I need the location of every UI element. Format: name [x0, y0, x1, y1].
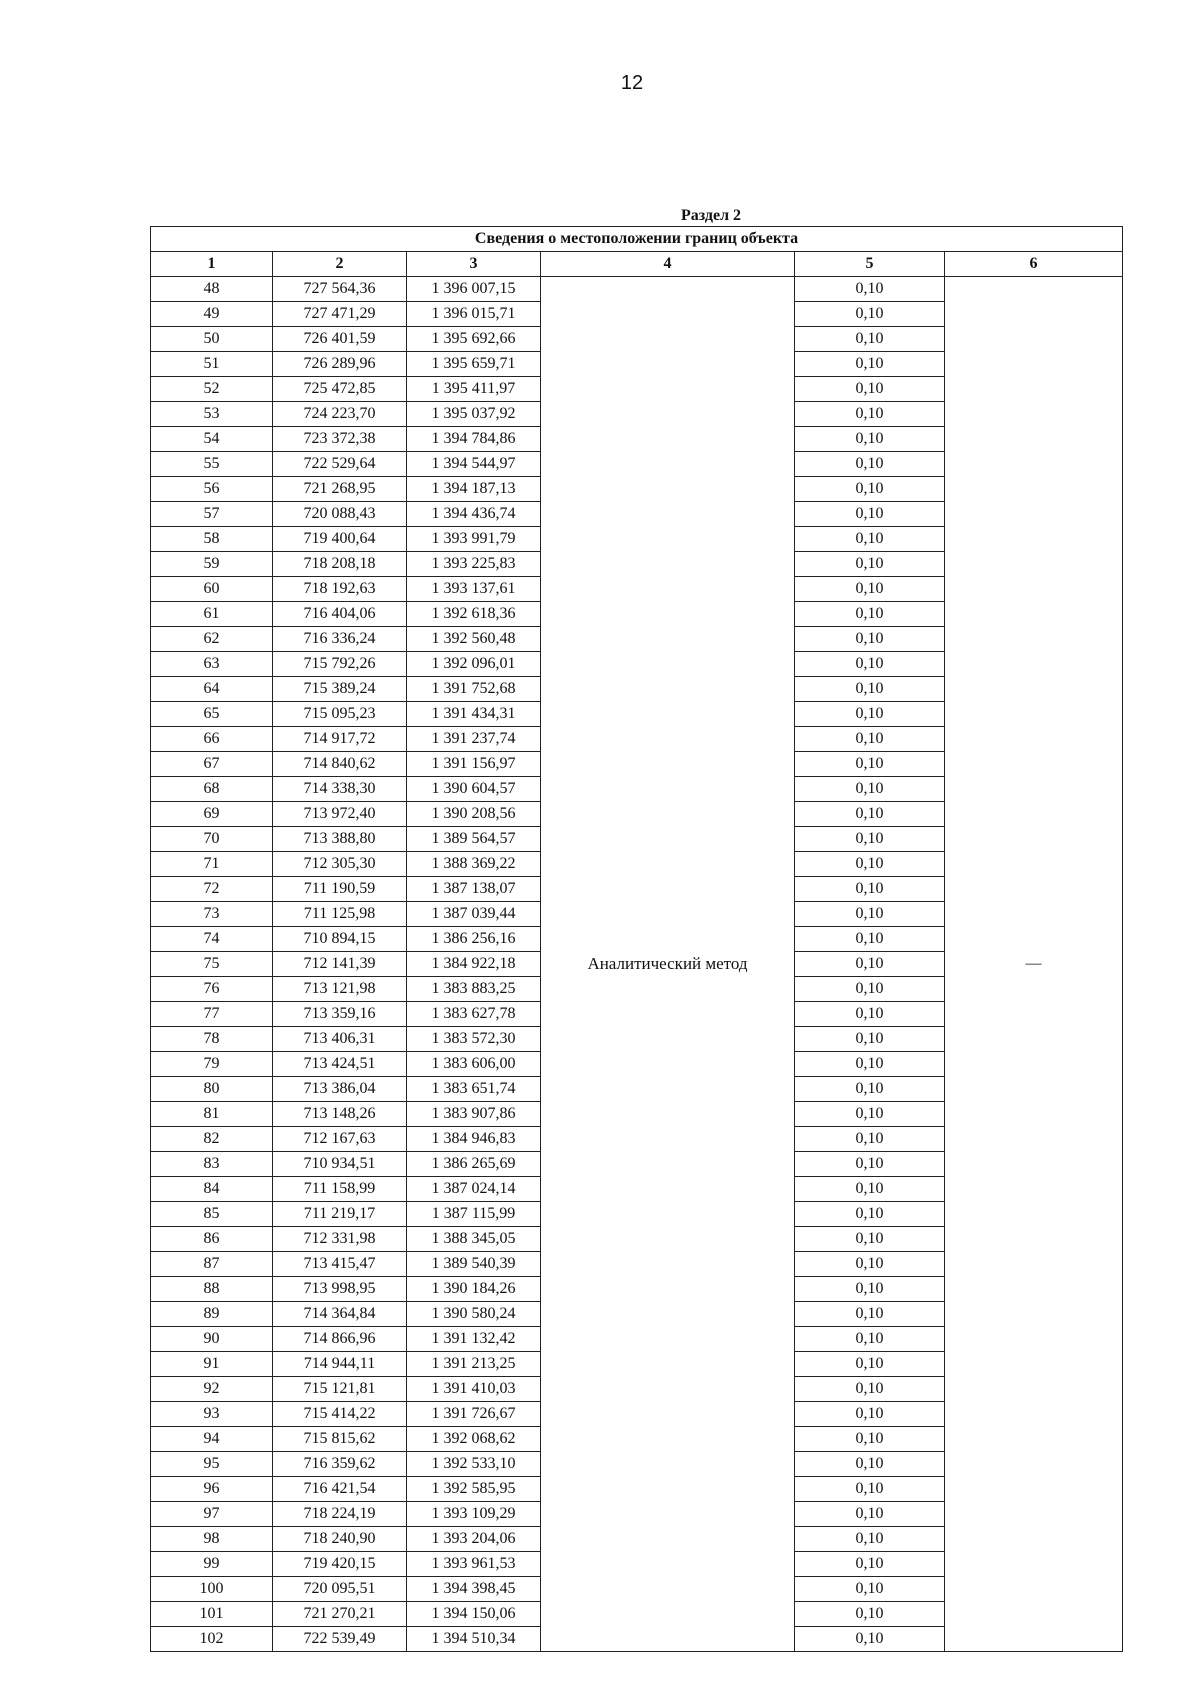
point-number-cell: 72: [151, 877, 273, 902]
x-coordinate-cell: 714 338,30: [273, 777, 407, 802]
x-coordinate-cell: 722 539,49: [273, 1627, 407, 1652]
x-coordinate-cell: 714 944,11: [273, 1352, 407, 1377]
point-number-cell: 68: [151, 777, 273, 802]
y-coordinate-cell: 1 395 411,97: [407, 377, 541, 402]
table-body: [151, 277, 1123, 1652]
y-coordinate-cell: 1 394 398,45: [407, 1577, 541, 1602]
point-number-cell: 95: [151, 1452, 273, 1477]
y-coordinate-cell: 1 395 659,71: [407, 352, 541, 377]
accuracy-cell: 0,10: [795, 1602, 945, 1627]
x-coordinate-cell: 716 421,54: [273, 1477, 407, 1502]
column6-cell: —: [945, 277, 1123, 1652]
x-coordinate-cell: 711 158,99: [273, 1177, 407, 1202]
x-coordinate-cell: 720 095,51: [273, 1577, 407, 1602]
table-caption: Сведения о местоположении границ объекта: [151, 227, 1123, 252]
x-coordinate-cell: 722 529,64: [273, 452, 407, 477]
accuracy-cell: 0,10: [795, 1627, 945, 1652]
y-coordinate-cell: 1 387 115,99: [407, 1202, 541, 1227]
x-coordinate-cell: 713 148,26: [273, 1102, 407, 1127]
page-number: 12: [620, 72, 644, 94]
y-coordinate-cell: 1 390 604,57: [407, 777, 541, 802]
point-number-cell: 48: [151, 277, 273, 302]
x-coordinate-cell: 719 420,15: [273, 1552, 407, 1577]
x-coordinate-cell: 713 406,31: [273, 1027, 407, 1052]
accuracy-cell: 0,10: [795, 1527, 945, 1552]
point-number-cell: 71: [151, 852, 273, 877]
y-coordinate-cell: 1 392 068,62: [407, 1427, 541, 1452]
point-number-cell: 65: [151, 702, 273, 727]
x-coordinate-cell: 720 088,43: [273, 502, 407, 527]
point-number-cell: 78: [151, 1027, 273, 1052]
y-coordinate-cell: 1 391 132,42: [407, 1327, 541, 1352]
y-coordinate-cell: 1 392 533,10: [407, 1452, 541, 1477]
y-coordinate-cell: 1 392 096,01: [407, 652, 541, 677]
point-number-cell: 90: [151, 1327, 273, 1352]
accuracy-cell: 0,10: [795, 627, 945, 652]
accuracy-cell: 0,10: [795, 777, 945, 802]
accuracy-cell: 0,10: [795, 477, 945, 502]
x-coordinate-cell: 718 208,18: [273, 552, 407, 577]
y-coordinate-cell: 1 383 883,25: [407, 977, 541, 1002]
accuracy-cell: 0,10: [795, 427, 945, 452]
point-number-cell: 94: [151, 1427, 273, 1452]
accuracy-cell: 0,10: [795, 902, 945, 927]
y-coordinate-cell: 1 383 907,86: [407, 1102, 541, 1127]
accuracy-cell: 0,10: [795, 1002, 945, 1027]
point-number-cell: 53: [151, 402, 273, 427]
accuracy-cell: 0,10: [795, 652, 945, 677]
y-coordinate-cell: 1 391 434,31: [407, 702, 541, 727]
point-number-cell: 66: [151, 727, 273, 752]
y-coordinate-cell: 1 392 585,95: [407, 1477, 541, 1502]
point-number-cell: 98: [151, 1527, 273, 1552]
x-coordinate-cell: 711 125,98: [273, 902, 407, 927]
accuracy-cell: 0,10: [795, 327, 945, 352]
point-number-cell: 81: [151, 1102, 273, 1127]
y-coordinate-cell: 1 393 225,83: [407, 552, 541, 577]
y-coordinate-cell: 1 386 256,16: [407, 927, 541, 952]
accuracy-cell: 0,10: [795, 877, 945, 902]
x-coordinate-cell: 710 934,51: [273, 1152, 407, 1177]
x-coordinate-cell: 724 223,70: [273, 402, 407, 427]
point-number-cell: 97: [151, 1502, 273, 1527]
point-number-cell: 91: [151, 1352, 273, 1377]
point-number-cell: 100: [151, 1577, 273, 1602]
point-number-cell: 52: [151, 377, 273, 402]
y-coordinate-cell: 1 395 037,92: [407, 402, 541, 427]
x-coordinate-cell: 714 364,84: [273, 1302, 407, 1327]
y-coordinate-cell: 1 390 208,56: [407, 802, 541, 827]
y-coordinate-cell: 1 392 618,36: [407, 602, 541, 627]
column-header-4: 4: [541, 252, 795, 277]
accuracy-cell: 0,10: [795, 452, 945, 477]
x-coordinate-cell: 719 400,64: [273, 527, 407, 552]
point-number-cell: 69: [151, 802, 273, 827]
column-header-5: 5: [795, 252, 945, 277]
accuracy-cell: 0,10: [795, 802, 945, 827]
y-coordinate-cell: 1 387 024,14: [407, 1177, 541, 1202]
y-coordinate-cell: 1 394 544,97: [407, 452, 541, 477]
accuracy-cell: 0,10: [795, 1502, 945, 1527]
y-coordinate-cell: 1 391 156,97: [407, 752, 541, 777]
y-coordinate-cell: 1 389 564,57: [407, 827, 541, 852]
accuracy-cell: 0,10: [795, 1352, 945, 1377]
column-header-3: 3: [407, 252, 541, 277]
x-coordinate-cell: 712 141,39: [273, 952, 407, 977]
accuracy-cell: 0,10: [795, 377, 945, 402]
point-number-cell: 85: [151, 1202, 273, 1227]
point-number-cell: 101: [151, 1602, 273, 1627]
point-number-cell: 80: [151, 1077, 273, 1102]
accuracy-cell: 0,10: [795, 952, 945, 977]
point-number-cell: 67: [151, 752, 273, 777]
y-coordinate-cell: 1 383 572,30: [407, 1027, 541, 1052]
accuracy-cell: 0,10: [795, 352, 945, 377]
accuracy-cell: 0,10: [795, 1327, 945, 1352]
point-number-cell: 59: [151, 552, 273, 577]
x-coordinate-cell: 713 121,98: [273, 977, 407, 1002]
point-number-cell: 77: [151, 1002, 273, 1027]
y-coordinate-cell: 1 393 961,53: [407, 1552, 541, 1577]
accuracy-cell: 0,10: [795, 1127, 945, 1152]
x-coordinate-cell: 713 388,80: [273, 827, 407, 852]
accuracy-cell: 0,10: [795, 602, 945, 627]
accuracy-cell: 0,10: [795, 1202, 945, 1227]
x-coordinate-cell: 721 268,95: [273, 477, 407, 502]
point-number-cell: 50: [151, 327, 273, 352]
point-number-cell: 60: [151, 577, 273, 602]
x-coordinate-cell: 715 095,23: [273, 702, 407, 727]
y-coordinate-cell: 1 389 540,39: [407, 1252, 541, 1277]
accuracy-cell: 0,10: [795, 1402, 945, 1427]
x-coordinate-cell: 713 359,16: [273, 1002, 407, 1027]
boundary-table: [150, 226, 1123, 1652]
x-coordinate-cell: 723 372,38: [273, 427, 407, 452]
point-number-cell: 75: [151, 952, 273, 977]
accuracy-cell: 0,10: [795, 852, 945, 877]
point-number-cell: 84: [151, 1177, 273, 1202]
point-number-cell: 88: [151, 1277, 273, 1302]
x-coordinate-cell: 715 389,24: [273, 677, 407, 702]
y-coordinate-cell: 1 393 109,29: [407, 1502, 541, 1527]
column-header-6: 6: [945, 252, 1123, 277]
accuracy-cell: 0,10: [795, 1027, 945, 1052]
y-coordinate-cell: 1 395 692,66: [407, 327, 541, 352]
section-title: Раздел 2: [680, 207, 742, 224]
x-coordinate-cell: 727 564,36: [273, 277, 407, 302]
y-coordinate-cell: 1 393 204,06: [407, 1527, 541, 1552]
accuracy-cell: 0,10: [795, 302, 945, 327]
point-number-cell: 55: [151, 452, 273, 477]
accuracy-cell: 0,10: [795, 827, 945, 852]
accuracy-cell: 0,10: [795, 1452, 945, 1477]
point-number-cell: 96: [151, 1477, 273, 1502]
x-coordinate-cell: 726 401,59: [273, 327, 407, 352]
y-coordinate-cell: 1 383 651,74: [407, 1077, 541, 1102]
y-coordinate-cell: 1 394 784,86: [407, 427, 541, 452]
y-coordinate-cell: 1 391 726,67: [407, 1402, 541, 1427]
x-coordinate-cell: 716 336,24: [273, 627, 407, 652]
y-coordinate-cell: 1 388 369,22: [407, 852, 541, 877]
x-coordinate-cell: 715 815,62: [273, 1427, 407, 1452]
x-coordinate-cell: 725 472,85: [273, 377, 407, 402]
accuracy-cell: 0,10: [795, 1052, 945, 1077]
accuracy-cell: 0,10: [795, 702, 945, 727]
x-coordinate-cell: 716 404,06: [273, 602, 407, 627]
accuracy-cell: 0,10: [795, 1377, 945, 1402]
point-number-cell: 87: [151, 1252, 273, 1277]
y-coordinate-cell: 1 383 627,78: [407, 1002, 541, 1027]
x-coordinate-cell: 718 224,19: [273, 1502, 407, 1527]
y-coordinate-cell: 1 384 922,18: [407, 952, 541, 977]
point-number-cell: 73: [151, 902, 273, 927]
x-coordinate-cell: 711 219,17: [273, 1202, 407, 1227]
point-number-cell: 57: [151, 502, 273, 527]
point-number-cell: 76: [151, 977, 273, 1002]
point-number-cell: 102: [151, 1627, 273, 1652]
accuracy-cell: 0,10: [795, 552, 945, 577]
point-number-cell: 70: [151, 827, 273, 852]
y-coordinate-cell: 1 394 150,06: [407, 1602, 541, 1627]
column-header-2: 2: [273, 252, 407, 277]
y-coordinate-cell: 1 387 138,07: [407, 877, 541, 902]
table-row: [151, 277, 1123, 302]
point-number-cell: 51: [151, 352, 273, 377]
point-number-cell: 99: [151, 1552, 273, 1577]
x-coordinate-cell: 713 972,40: [273, 802, 407, 827]
accuracy-cell: 0,10: [795, 1477, 945, 1502]
x-coordinate-cell: 713 386,04: [273, 1077, 407, 1102]
accuracy-cell: 0,10: [795, 927, 945, 952]
point-number-cell: 82: [151, 1127, 273, 1152]
accuracy-cell: 0,10: [795, 752, 945, 777]
point-number-cell: 54: [151, 427, 273, 452]
y-coordinate-cell: 1 391 237,74: [407, 727, 541, 752]
point-number-cell: 64: [151, 677, 273, 702]
accuracy-cell: 0,10: [795, 977, 945, 1002]
y-coordinate-cell: 1 396 007,15: [407, 277, 541, 302]
y-coordinate-cell: 1 387 039,44: [407, 902, 541, 927]
y-coordinate-cell: 1 388 345,05: [407, 1227, 541, 1252]
point-number-cell: 93: [151, 1402, 273, 1427]
x-coordinate-cell: 715 792,26: [273, 652, 407, 677]
method-cell: Аналитический метод: [541, 277, 795, 1652]
accuracy-cell: 0,10: [795, 402, 945, 427]
accuracy-cell: 0,10: [795, 1552, 945, 1577]
x-coordinate-cell: 712 305,30: [273, 852, 407, 877]
y-coordinate-cell: 1 396 015,71: [407, 302, 541, 327]
accuracy-cell: 0,10: [795, 1302, 945, 1327]
accuracy-cell: 0,10: [795, 677, 945, 702]
point-number-cell: 63: [151, 652, 273, 677]
point-number-cell: 89: [151, 1302, 273, 1327]
accuracy-cell: 0,10: [795, 1577, 945, 1602]
x-coordinate-cell: 714 917,72: [273, 727, 407, 752]
accuracy-cell: 0,10: [795, 1177, 945, 1202]
y-coordinate-cell: 1 393 991,79: [407, 527, 541, 552]
point-number-cell: 83: [151, 1152, 273, 1177]
y-coordinate-cell: 1 384 946,83: [407, 1127, 541, 1152]
accuracy-cell: 0,10: [795, 1252, 945, 1277]
point-number-cell: 56: [151, 477, 273, 502]
accuracy-cell: 0,10: [795, 577, 945, 602]
y-coordinate-cell: 1 390 580,24: [407, 1302, 541, 1327]
x-coordinate-cell: 712 331,98: [273, 1227, 407, 1252]
y-coordinate-cell: 1 383 606,00: [407, 1052, 541, 1077]
y-coordinate-cell: 1 394 436,74: [407, 502, 541, 527]
x-coordinate-cell: 726 289,96: [273, 352, 407, 377]
x-coordinate-cell: 710 894,15: [273, 927, 407, 952]
y-coordinate-cell: 1 392 560,48: [407, 627, 541, 652]
x-coordinate-cell: 727 471,29: [273, 302, 407, 327]
y-coordinate-cell: 1 394 187,13: [407, 477, 541, 502]
x-coordinate-cell: 712 167,63: [273, 1127, 407, 1152]
x-coordinate-cell: 711 190,59: [273, 877, 407, 902]
accuracy-cell: 0,10: [795, 1277, 945, 1302]
x-coordinate-cell: 715 121,81: [273, 1377, 407, 1402]
y-coordinate-cell: 1 394 510,34: [407, 1627, 541, 1652]
y-coordinate-cell: 1 386 265,69: [407, 1152, 541, 1177]
x-coordinate-cell: 714 840,62: [273, 752, 407, 777]
x-coordinate-cell: 721 270,21: [273, 1602, 407, 1627]
accuracy-cell: 0,10: [795, 727, 945, 752]
accuracy-cell: 0,10: [795, 502, 945, 527]
x-coordinate-cell: 713 415,47: [273, 1252, 407, 1277]
table-caption-row: [151, 227, 1123, 252]
accuracy-cell: 0,10: [795, 1427, 945, 1452]
x-coordinate-cell: 715 414,22: [273, 1402, 407, 1427]
column-header-row: [151, 252, 1123, 277]
y-coordinate-cell: 1 393 137,61: [407, 577, 541, 602]
point-number-cell: 58: [151, 527, 273, 552]
accuracy-cell: 0,10: [795, 527, 945, 552]
y-coordinate-cell: 1 391 213,25: [407, 1352, 541, 1377]
point-number-cell: 61: [151, 602, 273, 627]
point-number-cell: 74: [151, 927, 273, 952]
column-header-1: 1: [151, 252, 273, 277]
x-coordinate-cell: 714 866,96: [273, 1327, 407, 1352]
point-number-cell: 49: [151, 302, 273, 327]
x-coordinate-cell: 716 359,62: [273, 1452, 407, 1477]
point-number-cell: 62: [151, 627, 273, 652]
point-number-cell: 86: [151, 1227, 273, 1252]
x-coordinate-cell: 713 998,95: [273, 1277, 407, 1302]
x-coordinate-cell: 713 424,51: [273, 1052, 407, 1077]
x-coordinate-cell: 718 240,90: [273, 1527, 407, 1552]
x-coordinate-cell: 718 192,63: [273, 577, 407, 602]
point-number-cell: 79: [151, 1052, 273, 1077]
accuracy-cell: 0,10: [795, 1077, 945, 1102]
y-coordinate-cell: 1 391 752,68: [407, 677, 541, 702]
y-coordinate-cell: 1 390 184,26: [407, 1277, 541, 1302]
point-number-cell: 92: [151, 1377, 273, 1402]
accuracy-cell: 0,10: [795, 1102, 945, 1127]
accuracy-cell: 0,10: [795, 277, 945, 302]
accuracy-cell: 0,10: [795, 1152, 945, 1177]
y-coordinate-cell: 1 391 410,03: [407, 1377, 541, 1402]
accuracy-cell: 0,10: [795, 1227, 945, 1252]
